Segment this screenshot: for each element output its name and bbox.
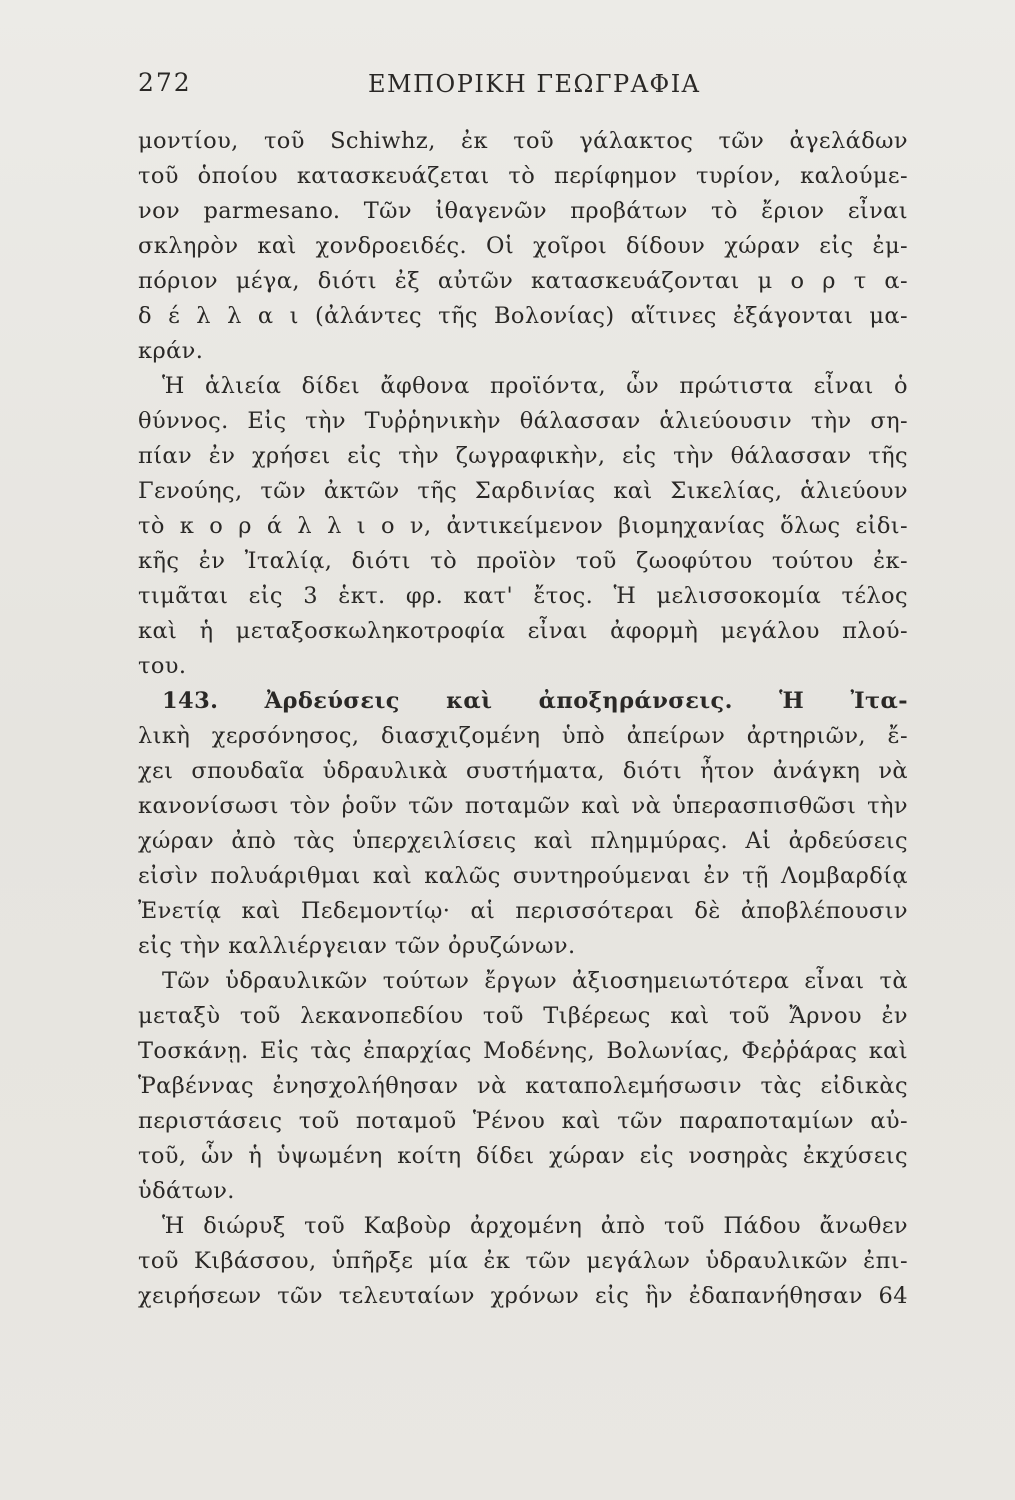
text-line: χει σπουδαῖα ὑδραυλικὰ συστήματα, διότι ἦτον ἀνάγκη νὰ: [138, 758, 908, 784]
text-line: Ἡ ἁλιεία δίδει ἄφθονα προϊόντα, ὧν πρώτιστα εἶναι ὁ: [162, 373, 908, 399]
text-line: κράν.: [138, 338, 204, 364]
page-number: 272: [138, 68, 192, 97]
text-line: εἰς τὴν καλλιέργειαν τῶν ὀρυζώνων.: [138, 933, 576, 959]
body-text: [138, 124, 908, 1314]
text-line: Τῶν ὑδραυλικῶν τούτων ἔργων ἀξιοσημειωτότερα εἶναι τὰ: [162, 968, 908, 994]
running-head: [138, 68, 908, 108]
text-line: δ έ λ λ α ι (ἀλάντες τῆς Βολονίας) αἵτινες ἐξάγονται μα-: [138, 303, 908, 329]
text-line: Ἐνετίᾳ καὶ Πεδεμοντίῳ· αἱ περισσότεραι δὲ ἀποβλέπουσιν: [138, 898, 908, 924]
text-line: Τοσκάνῃ. Εἰς τὰς ἐπαρχίας Μοδένης, Βολωνίας, Φεῤῥάρας καὶ: [138, 1038, 908, 1064]
text-line: τοῦ Κιβάσσου, ὑπῆρξε μία ἐκ τῶν μεγάλων ὑδραυλικῶν ἐπι-: [138, 1248, 908, 1274]
text-line: ὑδάτων.: [138, 1178, 235, 1204]
text-line: πίαν ἐν χρήσει εἰς τὴν ζωγραφικὴν, εἰς τὴν θάλασσαν τῆς: [138, 443, 908, 469]
text-line: Ἡ διώρυξ τοῦ Καβοὺρ ἀρχομένη ἀπὸ τοῦ Πάδου ἄνωθεν: [162, 1213, 908, 1239]
text-line: κῆς ἐν Ἰταλίᾳ, διότι τὸ προϊὸν τοῦ ζωοφύτου τούτου ἐκ-: [138, 548, 908, 574]
text-line: του.: [138, 653, 187, 679]
text-line: μοντίου, τοῦ Schiwhz, ἐκ τοῦ γάλακτος τῶν ἀγελάδων: [138, 128, 908, 154]
text-line: κανονίσωσι τὸν ῥοῦν τῶν ποταμῶν καὶ νὰ ὑπερασπισθῶσι τὴν: [138, 793, 908, 819]
text-line: χώραν ἀπὸ τὰς ὑπερχειλίσεις καὶ πλημμύρας. Αἱ ἀρδεύσεις: [138, 828, 908, 854]
text-line: τιμᾶται εἰς 3 ἑκτ. φρ. κατ' ἔτος. Ἡ μελισσοκομία τέλος: [138, 583, 908, 609]
text-line: καὶ ἡ μεταξοσκωληκοτροφία εἶναι ἀφορμὴ μεγάλου πλού-: [138, 618, 908, 644]
text-line: τοῦ, ὧν ἡ ὑψωμένη κοίτη δίδει χώραν εἰς νοσηρὰς ἐκχύσεις: [138, 1143, 908, 1169]
text-line: τὸ κ ο ρ ά λ λ ι ο ν, ἀντικείμενον βιομηχανίας ὅλως εἰδι-: [138, 513, 908, 539]
text-line: Ῥαβέννας ἐνησχολήθησαν νὰ καταπολεμήσωσιν τὰς εἰδικὰς: [138, 1073, 908, 1099]
text-line: σκληρὸν καὶ χονδροειδές. Οἱ χοῖροι δίδουν χώραν εἰς ἐμ-: [138, 233, 908, 259]
text-line: πόριον μέγα, διότι ἐξ αὐτῶν κατασκευάζονται μ ο ρ τ α-: [138, 268, 908, 294]
section-heading-line: 143. Ἀρδεύσεις καὶ ἀποξηράνσεις. Ἡ Ἰτα-: [162, 688, 908, 714]
text-line: περιστάσεις τοῦ ποταμοῦ Ῥένου καὶ τῶν παραποταμίων αὐ-: [138, 1108, 908, 1134]
text-line: θύννος. Εἰς τὴν Τυῤῥηνικὴν θάλασσαν ἁλιεύουσιν τὴν ση-: [138, 408, 908, 434]
text-line: τοῦ ὁποίου κατασκευάζεται τὸ περίφημον τυρίον, καλούμε-: [138, 163, 908, 189]
text-line: μεταξὺ τοῦ λεκανοπεδίου τοῦ Τιβέρεως καὶ τοῦ Ἄρνου ἐν: [138, 1003, 908, 1029]
text-line: εἰσὶν πολυάριθμαι καὶ καλῶς συντηρούμεναι ἐν τῇ Λομβαρδίᾳ: [138, 863, 908, 889]
running-title: ΕΜΠΟΡΙΚΗ ΓΕΩΓΡΑΦΙΑ: [368, 70, 701, 98]
text-line: χειρήσεων τῶν τελευταίων χρόνων εἰς ἣν ἐδαπανήθησαν 64: [138, 1283, 908, 1309]
text-line: λικὴ χερσόνησος, διασχιζομένη ὑπὸ ἀπείρων ἀρτηριῶν, ἔ-: [138, 723, 908, 749]
text-line: Γενούης, τῶν ἀκτῶν τῆς Σαρδινίας καὶ Σικελίας, ἁλιεύουν: [138, 478, 908, 504]
text-line: νον parmesano. Τῶν ἰθαγενῶν προβάτων τὸ ἔριον εἶναι: [138, 198, 908, 224]
